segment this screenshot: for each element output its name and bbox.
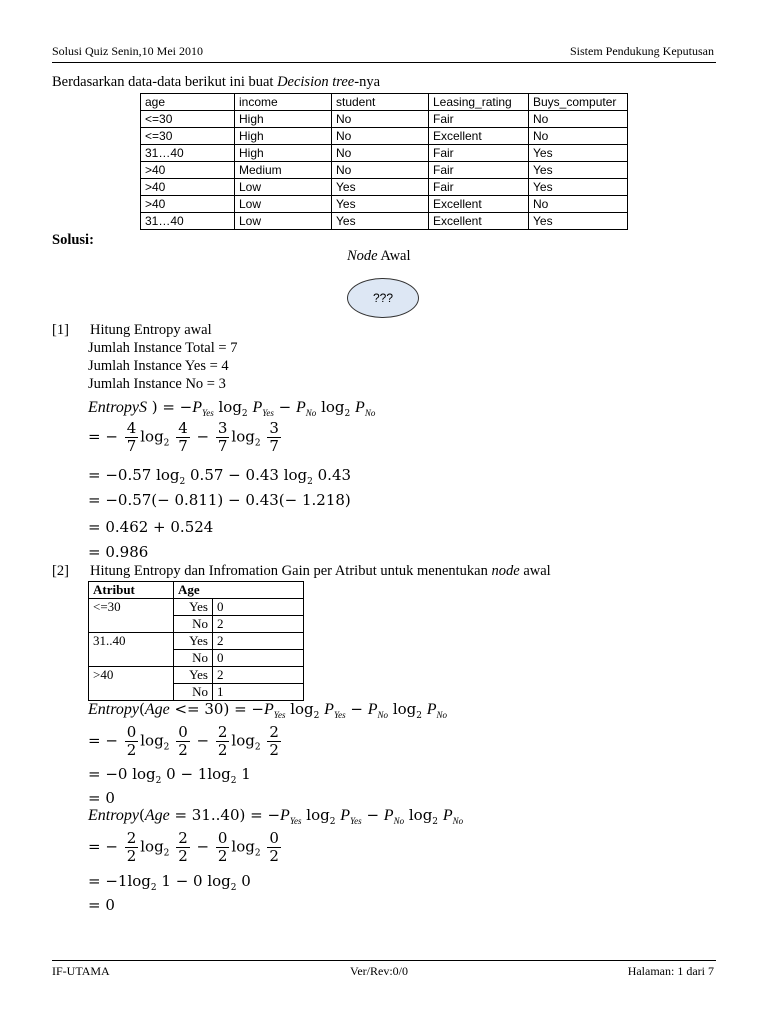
col-header-student: student [332,94,429,111]
footer-left: IF-UTAMA [52,964,110,978]
cell-student: No [332,145,429,162]
entropy-age-le30-fraction-line: = − $\frac{0}{2}$ $\log_2$ $\frac{0}{2}$ − $\frac{2}{2}$ $\log_2$ $\frac{2}{2}$ [88,723,279,759]
cell-age: 31…40 [141,213,235,230]
group-label: <=30 [89,599,174,633]
attr-header-atribut: Atribut [89,582,174,599]
cell-student: Yes [332,179,429,196]
attr-table-header [89,582,304,599]
entropy-age-31-40-fraction-line: = − $\frac{2}{2}$ $\log_2$ $\frac{2}{2}$ − $\frac{0}{2}$ $\log_2$ $\frac{0}{2}$ [88,829,279,865]
node-text: ??? [372,291,394,305]
entropy-age-31-40-log-line: = $-1\log_2$ 1 − 0 $\log_2 0$ [88,872,251,893]
cell-age: >40 [141,196,235,213]
cell-buys-computer: No [529,196,628,213]
table-row [141,179,628,196]
entropy-age-31-40-result: = 0 [88,896,115,914]
entropy-s-log-values: = −0.57(− 0.811) − 0.43(− 1.218) [88,491,351,509]
table-header-row [141,94,628,111]
entropy-s-decimal-line: = −0.57 $\log_2 0.57 - 0.43$ $\log_2 0.43$ [88,466,352,487]
header-right: Sistem Pendukung Keputusan [570,44,714,58]
cell-leasing-rating: Fair [429,162,529,179]
cell-student: No [332,162,429,179]
intro-text: Berdasarkan data-data berikut ini buat Decision tree-nya [52,74,381,90]
entropy-age-le30-formula: Entropy(Age <= $30) = -P_{Yes}$ $\log_2 P_{Yes} - P_{No}$ $\log_2 P_{No}$ [88,700,448,721]
cell-income: Medium [235,162,332,179]
cell-buys-computer: No [529,128,628,145]
step1-title: Hitung Entropy awal [90,322,212,338]
entropy-s-sum: = 0.462 + 0.524 [88,518,214,536]
cell-income: Low [235,179,332,196]
table-row [89,667,304,684]
yes-count: 0 [213,599,304,616]
cell-income: Low [235,196,332,213]
footer-center: Ver/Rev:0/0 [350,964,408,978]
yes-label: Yes [174,599,213,616]
cell-leasing-rating: Fair [429,111,529,128]
footer-rule [52,960,716,961]
col-header-income: income [235,94,332,111]
node-caption: Node Awal [347,248,411,264]
attr-header-age: Age [174,582,304,599]
table-row [141,128,628,145]
col-header-age: age [141,94,235,111]
cell-leasing-rating: Excellent [429,213,529,230]
col-header-leasing-rating: Leasing_rating [429,94,529,111]
table-row [89,599,304,616]
cell-age: >40 [141,179,235,196]
step1-line-yes: Jumlah Instance Yes = 4 [88,358,229,374]
table-row [141,196,628,213]
step1-number: [1] [52,322,69,338]
table-row [141,162,628,179]
footer-right: Halaman: 1 dari 7 [627,964,714,978]
cell-leasing-rating: Fair [429,179,529,196]
table-row [141,111,628,128]
cell-student: Yes [332,213,429,230]
cell-age: <=30 [141,128,235,145]
entropy-s-result: = 0.986 [88,543,149,561]
cell-student: No [332,128,429,145]
table-row [141,145,628,162]
header-rule [52,62,716,63]
cell-leasing-rating: Fair [429,145,529,162]
group-label: 31..40 [89,633,174,667]
no-count: 0 [213,650,304,667]
cell-leasing-rating: Excellent [429,128,529,145]
cell-buys-computer: Yes [529,162,628,179]
initial-node [347,278,419,318]
step2-number: [2] [52,563,69,579]
cell-buys-computer: Yes [529,145,628,162]
table-row [89,633,304,650]
cell-student: Yes [332,196,429,213]
col-header-buys-computer: Buys_computer [529,94,628,111]
no-label: No [174,616,213,633]
age-attribute-table [88,581,304,701]
cell-buys-computer: Yes [529,213,628,230]
cell-age: <=30 [141,111,235,128]
cell-leasing-rating: Excellent [429,196,529,213]
cell-buys-computer: No [529,111,628,128]
yes-label: Yes [174,667,213,684]
no-count: 1 [213,684,304,701]
step2-title: Hitung Entropy dan Infromation Gain per Atribut untuk menentukan node awal [90,563,551,579]
cell-age: 31…40 [141,145,235,162]
group-label: >40 [89,667,174,701]
table-row [141,213,628,230]
cell-buys-computer: Yes [529,179,628,196]
entropy-s-formula: EntropyS ) = $-P_{Yes}$ $\log_2 P_{Yes} - P_{No}$ $\log_2 P_{No}$ [88,398,376,419]
cell-income: Low [235,213,332,230]
no-count: 2 [213,616,304,633]
entropy-s-fraction-line: = − $\frac{4}{7}$ $\log_2$ $\frac{4}{7}$ − $\frac{3}{7}$ $\log_2$ $\frac{3}{7}$ [88,419,279,455]
training-data-table [140,93,628,230]
cell-income: High [235,111,332,128]
no-label: No [174,650,213,667]
entropy-age-31-40-formula: Entropy(Age = $31..40) = -P_{Yes}$ $\log_2 P_{Yes} - P_{No}$ $\log_2 P_{No}$ [88,806,464,827]
cell-student: No [332,111,429,128]
step1-line-no: Jumlah Instance No = 3 [88,376,226,392]
entropy-age-le30-log-line: = −0 $\log_2 0 - 1\log_2$ 1 [88,765,251,786]
header-left: Solusi Quiz Senin,10 Mei 2010 [52,44,204,58]
cell-age: >40 [141,162,235,179]
yes-count: 2 [213,633,304,650]
cell-income: High [235,145,332,162]
yes-label: Yes [174,633,213,650]
solusi-label: Solusi: [52,232,94,248]
cell-income: High [235,128,332,145]
yes-count: 2 [213,667,304,684]
no-label: No [174,684,213,701]
step1-line-total: Jumlah Instance Total = 7 [88,340,238,356]
entropy-age-le30-result: = 0 [88,789,115,807]
